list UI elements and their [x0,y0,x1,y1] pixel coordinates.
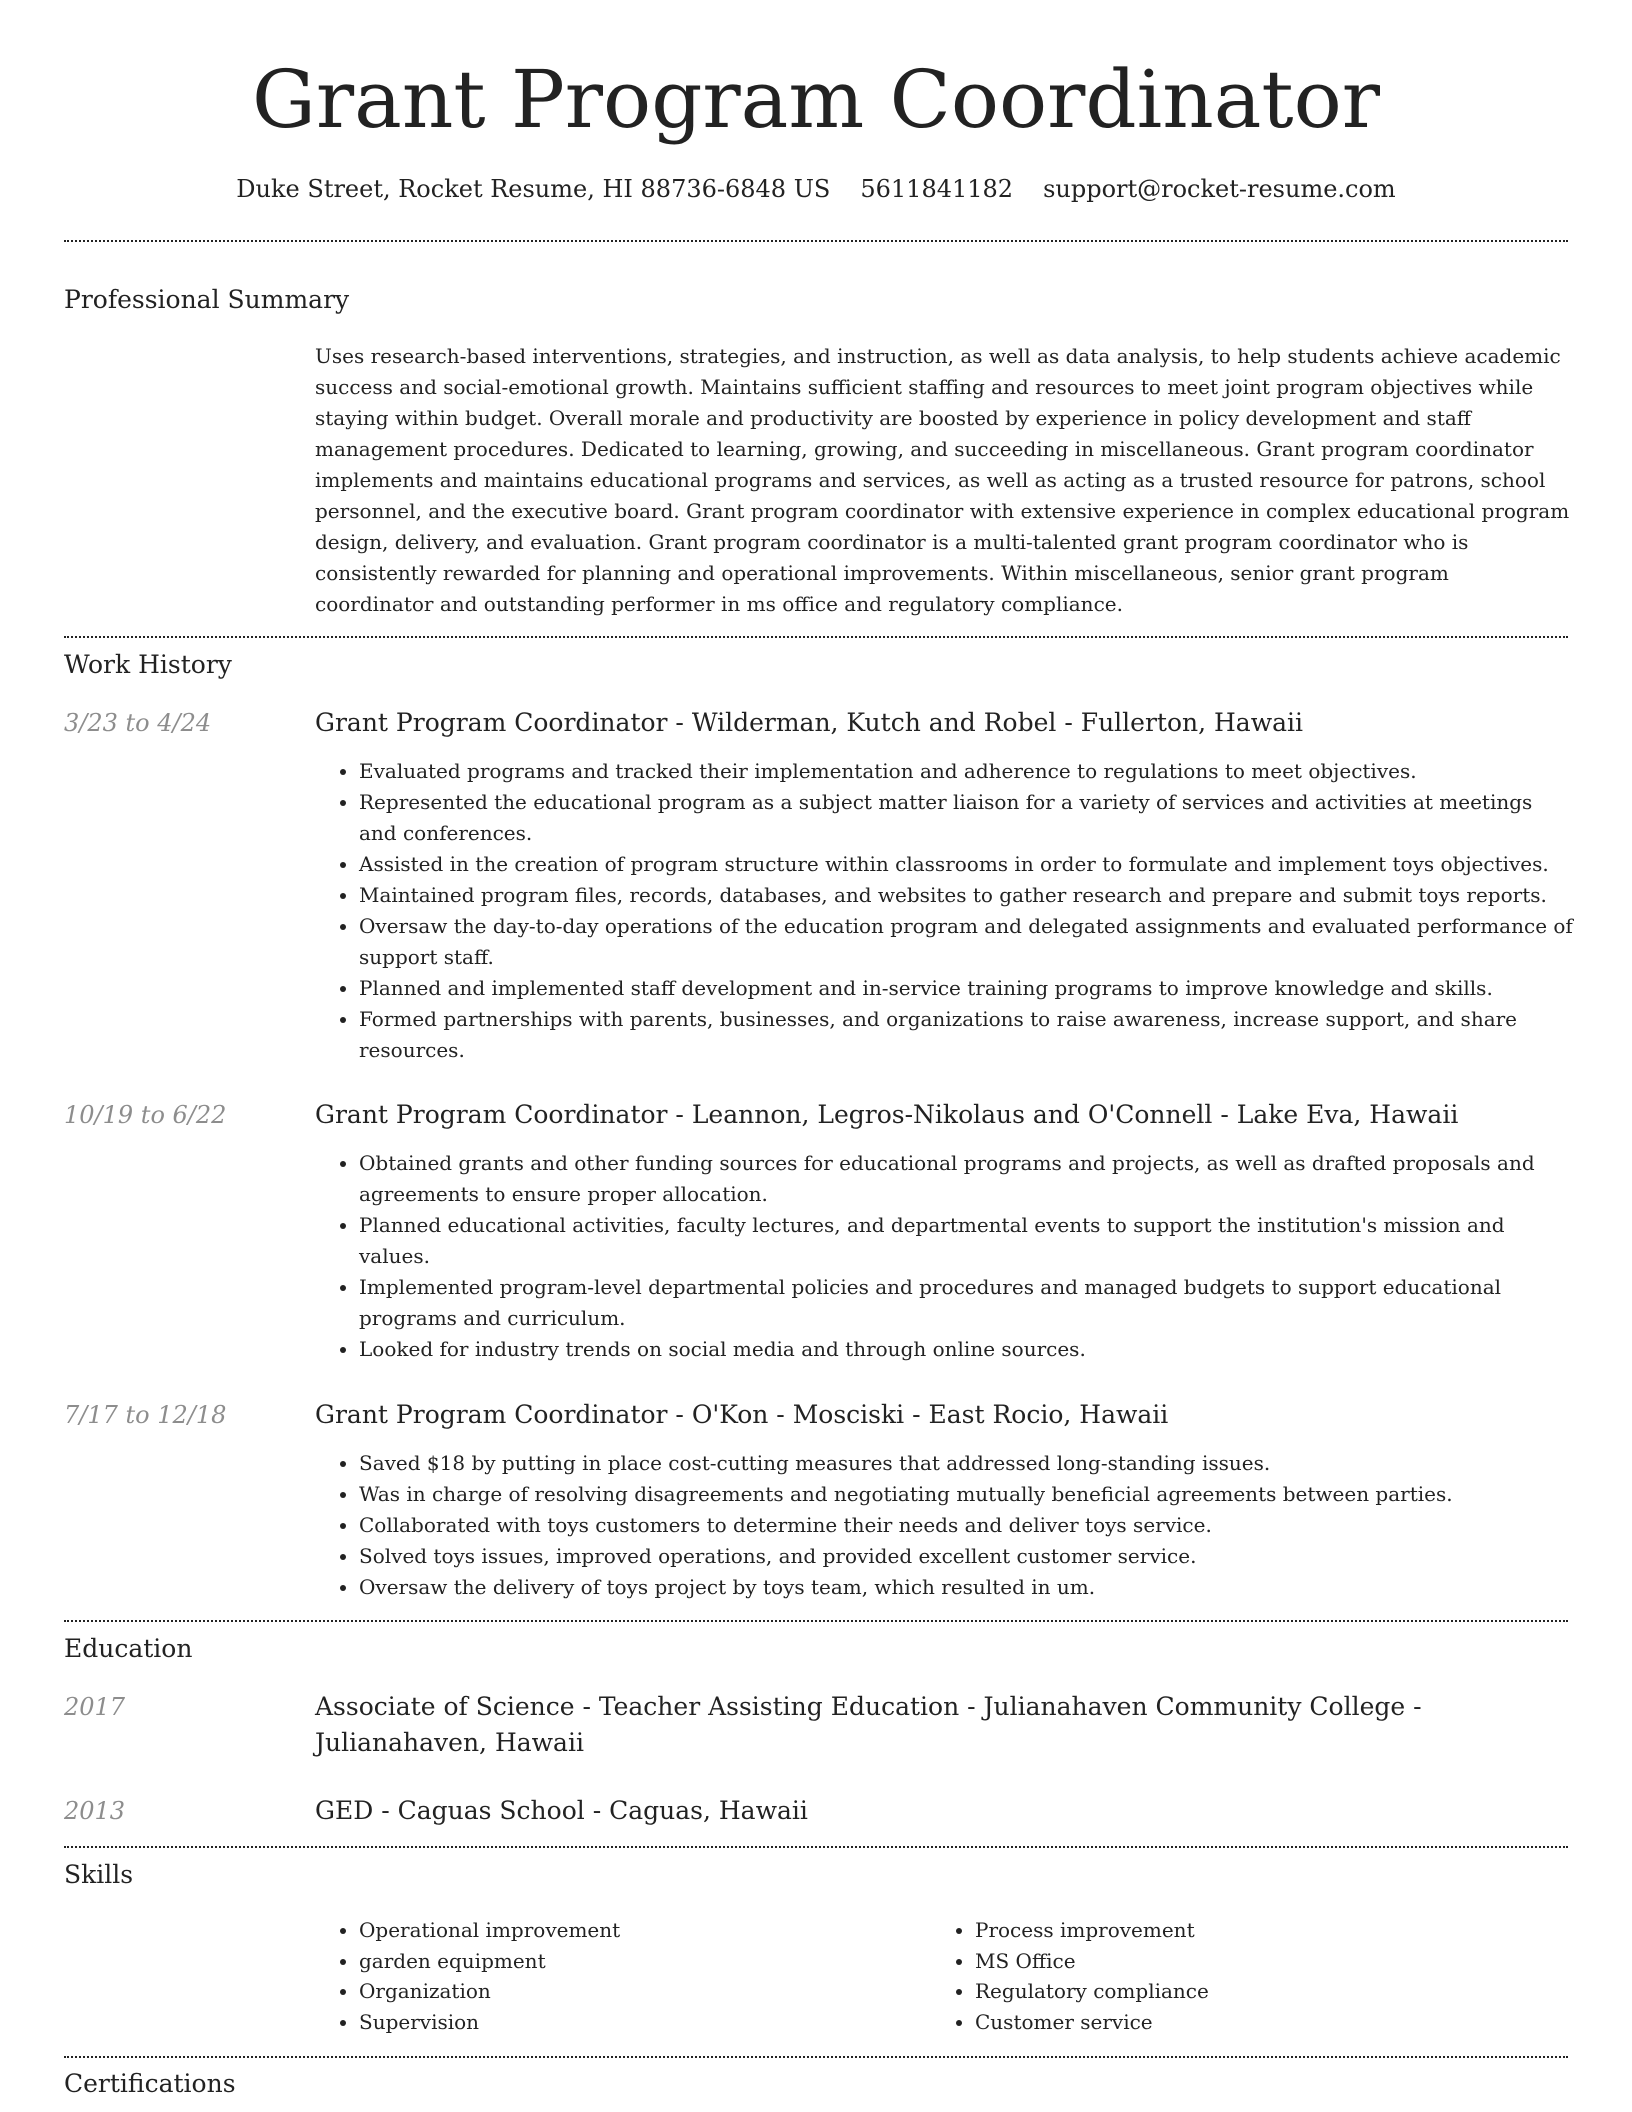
job-bullet: • Oversaw the delivery of toys project by toys team, which resulted in um. [359,1572,1573,1603]
education-heading: Education [64,1634,193,1663]
job-title: Grant Program Coordinator - Leannon, Legros-Nikolaus and O'Connell - Lake Eva, Hawaii [315,1100,1459,1129]
resume-name: Grant Program Coordinator [252,53,1380,146]
section-divider [64,240,1568,242]
job-bullets [315,1148,1573,1365]
job-bullet: • Implemented program-level departmental policies and procedures and managed budgets to support educational programs and curriculum. [359,1272,1573,1334]
job-bullet: • Maintained program files, records, databases, and websites to gather research and prepare and submit toys reports. [359,880,1573,911]
section-divider [64,1846,1568,1848]
contact-email: support@rocket-resume.com [1043,175,1396,203]
job-title: Grant Program Coordinator - Wilderman, Kutch and Robel - Fullerton, Hawaii [315,708,1304,737]
job-bullet: • Planned educational activities, faculty lectures, and departmental events to support the institution's mission and values. [359,1210,1573,1272]
job-bullet: • Solved toys issues, improved operations, and provided excellent customer service. [359,1541,1573,1572]
job-bullet: • Formed partnerships with parents, businesses, and organizations to raise awareness, increase support, and share resources. [359,1004,1573,1066]
contact-address: Duke Street, Rocket Resume, HI 88736-6848 US [236,175,831,203]
education-degree: Associate of Science - Teacher Assisting Education - Julianahaven Community College - Julianahaven, Hawaii [315,1692,1422,1757]
certifications-heading: Certifications [64,2069,236,2098]
skills-column-right [931,1915,1547,2037]
job-bullet: • Assisted in the creation of program structure within classrooms in order to formulate and implement toys objectives. [359,849,1573,880]
skill-item: • Organization [359,1976,931,2007]
skill-item: • garden equipment [359,1946,931,1977]
job-bullet: • Was in charge of resolving disagreements and negotiating mutually beneficial agreements between parties. [359,1479,1573,1510]
skills-heading: Skills [64,1860,134,1889]
education-year: 2013 [64,1797,126,1825]
skill-item: • Regulatory compliance [975,1976,1547,2007]
job-bullet: • Evaluated programs and tracked their implementation and adherence to regulations to meet objectives. [359,756,1573,787]
contact-phone: 5611841182 [860,175,1014,203]
section-divider [64,636,1568,638]
job-bullet: • Looked for industry trends on social media and through online sources. [359,1334,1573,1365]
contact-line [0,172,1632,206]
skills-column-left [315,1915,931,2037]
section-divider [64,1620,1568,1622]
skill-item: • Supervision [359,2007,931,2038]
work-history-heading: Work History [64,650,232,679]
skills-list [315,1915,1573,2037]
job-bullet: • Oversaw the day-to-day operations of the education program and delegated assignments and evaluated performance of support staff. [359,911,1573,973]
skill-item: • Customer service [975,2007,1547,2038]
job-bullet: • Saved $18 by putting in place cost-cutting measures that addressed long-standing issues. [359,1448,1573,1479]
job-dates: 7/17 to 12/18 [64,1401,227,1429]
job-bullet: • Represented the educational program as a subject matter liaison for a variety of services and activities at meetings and conferences. [359,787,1573,849]
skill-item: • MS Office [975,1946,1547,1977]
education-degree: GED - Caguas School - Caguas, Hawaii [315,1796,808,1825]
summary-heading: Professional Summary [64,285,350,314]
job-title: Grant Program Coordinator - O'Kon - Mosciski - East Rocio, Hawaii [315,1400,1169,1429]
summary-text: Uses research-based interventions, strategies, and instruction, as well as data analysis, to help students achieve academic success and social-emotional growth. Maintains sufficient staffing and resources to meet joint program objectives while staying within budget. Overall morale and productivity are boosted by experience in policy development and staff management procedures. Dedicated to learning, growing, and succeeding in miscellaneous. Grant program coordinator implements and maintains educational programs and services, as well as acting as a trusted resource for patrons, school personnel, and the executive board. Grant program coordinator with extensive experience in complex educational program design, delivery, and evaluation. Grant program coordinator is a multi-talented grant program coordinator who is consistently rewarded for planning and operational improvements. Within miscellaneous, senior grant program coordinator and outstanding performer in ms office and regulatory compliance. [315,344,1570,616]
job-bullet: • Planned and implemented staff development and in-service training programs to improve knowledge and skills. [359,973,1573,1004]
section-divider [64,2056,1568,2058]
job-bullets [315,756,1573,1066]
job-dates: 10/19 to 6/22 [64,1101,227,1129]
job-bullets [315,1448,1573,1603]
job-bullet: • Collaborated with toys customers to determine their needs and deliver toys service. [359,1510,1573,1541]
skill-item: • Operational improvement [359,1915,931,1946]
job-bullet: • Obtained grants and other funding sources for educational programs and projects, as well as drafted proposals and agreements to ensure proper allocation. [359,1148,1573,1210]
job-dates: 3/23 to 4/24 [64,709,212,737]
skill-item: • Process improvement [975,1915,1547,1946]
education-year: 2017 [64,1693,126,1721]
